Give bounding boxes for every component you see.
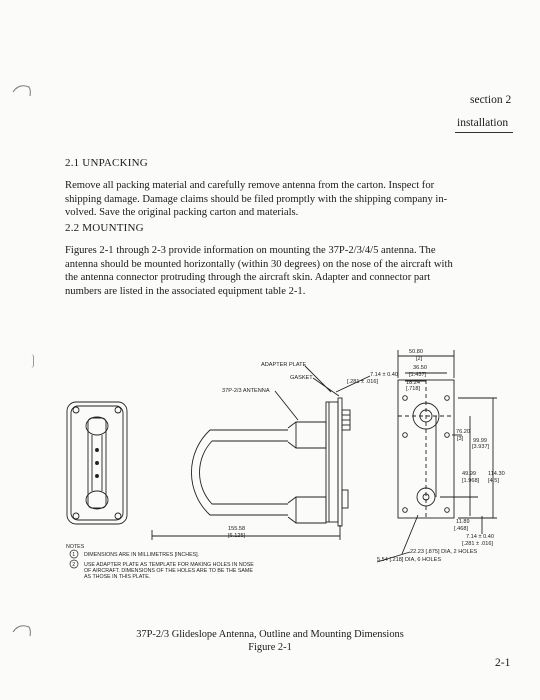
notes-title: NOTES bbox=[66, 544, 85, 550]
figure-caption bbox=[0, 629, 540, 654]
section-heading-mounting: 2.2 MOUNTING bbox=[65, 222, 144, 234]
dim-18-in: [.718] bbox=[406, 386, 420, 392]
text-line: the antenna connector protruding through the aircraft skin. Adapter and connector part bbox=[65, 272, 431, 284]
dim-overall-length-in: [6.125] bbox=[228, 533, 246, 539]
dim-76: 76.20 bbox=[456, 429, 470, 435]
page-number: 2-1 bbox=[495, 657, 511, 669]
note-2-text: USE ADAPTER PLATE AS TEMPLATE FOR MAKING HOLES IN NOSE bbox=[84, 562, 254, 568]
header-rule bbox=[455, 132, 513, 133]
dim-18: 18.24 bbox=[406, 380, 420, 386]
dim-36-in: [1.437] bbox=[409, 372, 427, 378]
note-2-text: OF AIRCRAFT. DIMENSIONS OF THE HOLES ARE TO BE THE SAME bbox=[84, 568, 253, 574]
dim-99-in: [3.937] bbox=[472, 444, 490, 450]
dim-49: 49.99 bbox=[462, 471, 476, 477]
text-line: Remove all packing material and carefully remove antenna from the carton. Inspect for bbox=[65, 180, 435, 191]
dim-plate-thickness: 7.14 ± 0.40 bbox=[370, 372, 398, 378]
text-line: antenna should be mounted horizontally (within 30 degrees) on the nose of the aircraft with bbox=[65, 258, 453, 270]
note-number: 2 bbox=[72, 562, 76, 568]
figure-labels bbox=[66, 349, 505, 580]
dim-11: 11.89 bbox=[456, 519, 470, 525]
chapter-title: installation bbox=[457, 117, 509, 129]
antenna-side-view bbox=[191, 398, 350, 526]
dim-49-in: [1.968] bbox=[462, 478, 480, 484]
note-2-text: AS THOSE IN THIS PLATE. bbox=[84, 574, 151, 580]
figure-title: 37P-2/3 Glideslope Antenna, Outline and Mounting Dimensions bbox=[136, 629, 404, 640]
section-label: section 2 bbox=[470, 94, 512, 106]
paragraph-unpacking bbox=[65, 179, 497, 220]
antenna-end-view bbox=[67, 402, 127, 524]
text-line: Figures 2-1 through 2-3 provide information on mounting the 37P-2/3/4/5 antenna. The bbox=[65, 245, 436, 256]
note-1-text: DIMENSIONS ARE IN MILLIMETRES [INCHES]. bbox=[84, 552, 200, 558]
text-line: shipping damage. Damage claims should be filed promptly with the shipping company in- bbox=[65, 193, 448, 205]
dim-top-width: 50.80 bbox=[409, 349, 423, 355]
punch-hole-mark bbox=[10, 80, 34, 100]
label-small-holes: 5.54 [.218] DIA, 6 HOLES bbox=[377, 557, 442, 563]
dim-top-width-in: [2] bbox=[416, 356, 423, 362]
dim-hole-spacing: 7.14 ± 0.40 bbox=[466, 534, 494, 540]
label-gasket: GASKET bbox=[290, 375, 313, 381]
dim-114: 114.30 bbox=[488, 471, 505, 477]
dim-114-in: [4.5] bbox=[488, 478, 499, 484]
label-adapter-plate: ADAPTER PLATE bbox=[261, 362, 307, 368]
dim-hole-spacing-in: [.281 ± .016] bbox=[462, 541, 494, 547]
label-large-holes: 22.23 [.875] DIA, 2 HOLES bbox=[410, 549, 478, 555]
section-heading-unpacking: 2.1 UNPACKING bbox=[65, 157, 148, 169]
figure-number: Figure 2-1 bbox=[248, 641, 292, 653]
text-line: numbers are listed in the associated equipment table 2-1. bbox=[65, 285, 306, 297]
dim-76-in: [3] bbox=[457, 436, 464, 442]
text-line: volved. Save the original packing carton and materials. bbox=[65, 207, 299, 219]
dim-overall-length: 155.58 bbox=[228, 526, 246, 532]
label-antenna: 37P-2/3 ANTENNA bbox=[222, 388, 270, 394]
antenna-outline-drawing bbox=[0, 340, 540, 590]
paragraph-mounting bbox=[65, 244, 497, 298]
dim-11-in: [.468] bbox=[454, 526, 468, 532]
note-number: 1 bbox=[72, 552, 76, 558]
dim-plate-thickness-in: [.281 ± .016] bbox=[347, 379, 379, 385]
dim-36: 36.50 bbox=[413, 365, 427, 371]
dim-99: 99.99 bbox=[473, 438, 487, 444]
